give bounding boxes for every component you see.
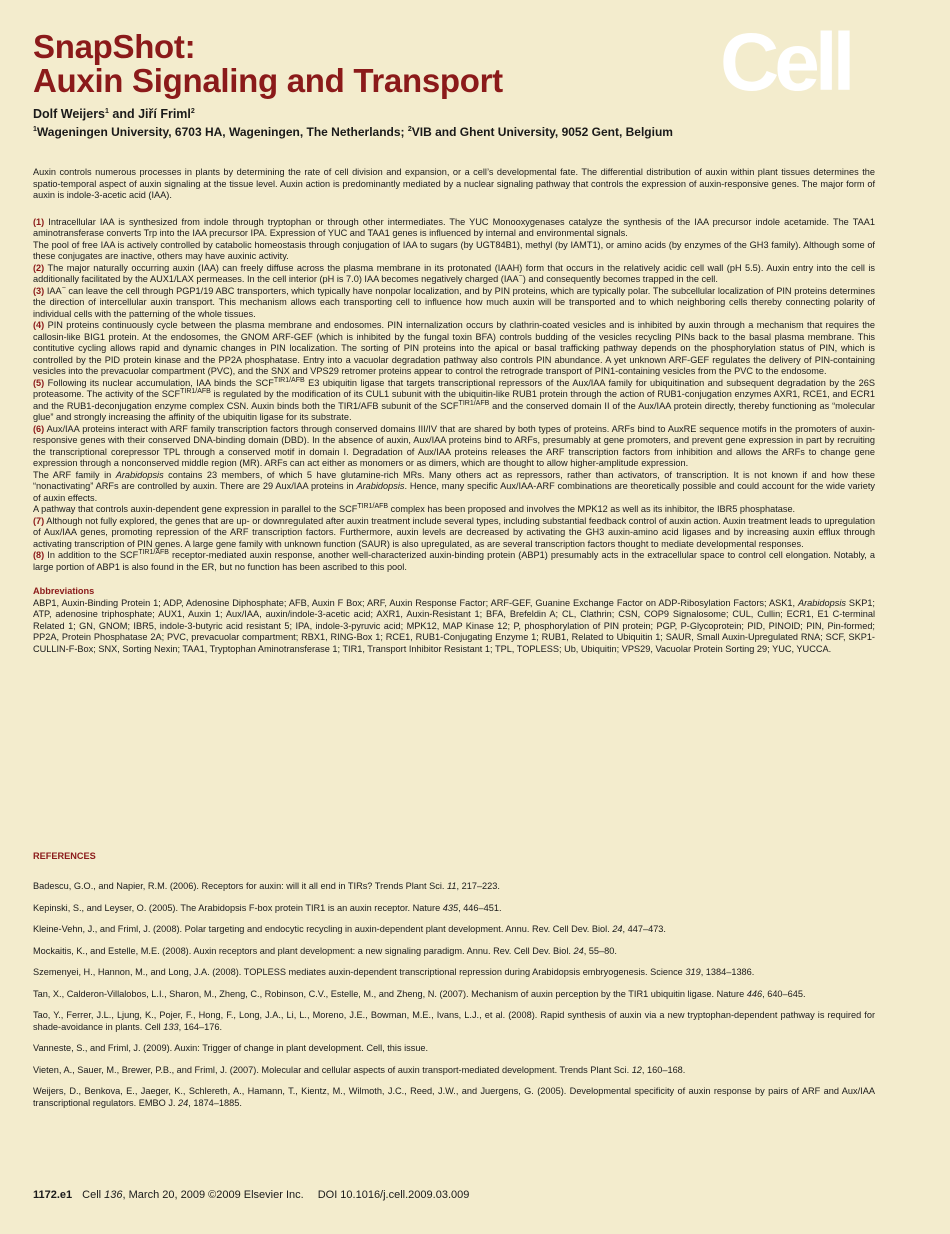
section-6-parallel-pathway [33,504,875,516]
reference-volume: 24 [178,1097,189,1108]
abbreviations-text [33,598,875,656]
section-6-number: (6) [33,423,45,434]
section-2 [33,263,875,286]
section-6-p3-b: complex has been proposed and involves the MPK12 as well as its inhibitor, the IBR5 phosphatase. [388,504,796,514]
reference-text: Badescu, G.O., and Napier, R.M. (2006). Receptors for auxin: will it all end in TIRs? Trends Plant Sci. [33,881,447,891]
section-6-p2-b: contains 23 members, of which 5 have glutamine-rich MRs. Many others act as repressors, rather than activators, of transcription. It is not known if and how these “nonactivating” ARFs are controlled by auxin. There are 29 Aux/IAA proteins in [33,469,875,491]
section-6-p3-a: A pathway that controls auxin-dependent gene expression in parallel to the SCF [33,504,358,514]
footer-volume: 136 [104,1189,123,1201]
reference-item [33,924,875,936]
section-6-text: Aux/IAA proteins interact with ARF family transcription factors through conserved domains III/IV that are shared by both types of proteins. ARFs bind to AuxRE sequence motifs in the promoters of auxin-responsive genes with their conserved DNA-binding domain (DBD). In the absence of auxin, Aux/IAA proteins bind to ARFs, presumably at gene promoters, and prevent gene expression in part by recruiting the transcriptional corepressor TPL through a conserved motif in domain I. Degradation of Aux/IAA proteins releases the ARF transcription factors from inhibition and allows the ARFs to change gene expression through a nonconserved middle region (MR). ARFs can act either as monomers or as dimers, which are thought to allow higher-amplitude expression. [33,423,875,468]
section-3 [33,286,875,321]
reference-text: Kleine-Vehn, J., and Friml, J. (2008). Polar targeting and endocytic recycling in auxin-dependent plant development. Annu. Rev. Cell Dev. Biol. [33,924,613,934]
footer-date: , March 20, 2009 ©2009 Elsevier Inc. [122,1189,304,1201]
section-5-text-c: is regulated by the modification of its CUL1 subunit with the ubiquitin-like RUB1 protein through the action of RUB1-conjugation enzymes AXR1, RCE1, and ECR1 and the RUB1-deconjugation enzyme complex CSN. Auxin binds both the TIR1/AFB subunit of the SCF [33,389,875,411]
author-2: Jiří Friml [138,107,191,121]
reference-pages: , 164–176. [178,1021,223,1032]
affil-2: VIB and Ghent University, 9052 Gent, Belgium [411,125,673,139]
reference-item [33,967,875,979]
section-6-p2-species-1: Arabidopsis [115,469,164,480]
reference-volume: 24 [573,945,584,956]
author-and: and [108,107,139,121]
section-8-number: (8) [33,550,45,560]
reference-volume: 319 [685,967,701,977]
section-8-text-b: receptor-mediated auxin response, another well-characterized auxin-binding protein (ABP1) presumably acts in the extracellular space to control cell elongation. Notably, a large portion of ABP1 is also found in the ER, but no function has been ascribed to this pool. [33,550,875,572]
section-6-p3-sup: TIR1/AFB [357,502,389,510]
reference-item [33,881,875,893]
author-1: Dolf Weijers [33,107,106,121]
section-7-number: (7) [33,515,45,526]
section-5-text-d: and the conserved domain II of the Aux/IAA protein directly, thereby functioning as “molecular glue” and strongly increasing the affinity of the ubiquitin ligase for its substrate. [33,400,875,422]
reference-pages: , 1874–1885. [188,1097,242,1108]
section-5-sup-1: TIR1/AFB [273,376,305,384]
section-7-text: Although not fully explored, the genes that are up- or downregulated after auxin treatment include several types, including substantial feedback control of auxin action. Auxin treatment leads to upregulation of Aux/IAA genes, promoting repression of the ARF transcription factors. Furthermore, auxin levels are decreased by activating the GH3 auxin-amino acid ligases and by increasing auxin efflux through activating transcription of PIN genes. A large gene family with unknown function (SAUR) is also upregulated, as are several transcription factors thought to mediate developmental responses. [33,515,875,549]
section-5-text-a: Following its nuclear accumulation, IAA binds the SCF [44,377,274,388]
references-list [33,881,875,1119]
reference-item [33,989,875,1001]
section-2-text-a: The major naturally occurring auxin (IAA) can freely diffuse across the plasma membrane in its protonated (IAAH) form that occurs in the relatively acidic cell wall (pH 5.5). Auxin entry into the cell is additionally facilitated by the AUX1/LAX permeases. In the cell interior (pH is 7.0) IAA becomes negatively charged (IAA [33,262,875,284]
section-7 [33,516,875,551]
body-text [33,167,875,655]
title-line-2: Auxin Signaling and Transport [33,62,503,99]
section-2-sup: − [518,272,523,280]
affiliations [33,124,673,140]
reference-item [33,1065,875,1077]
abbreviations-species: Arabidopsis [797,597,846,608]
cell-logo: Cell [720,17,851,108]
footer-doi: DOI 10.1016/j.cell.2009.03.009 [317,1189,470,1201]
affil-2-sup: 2 [407,126,412,133]
reference-item [33,1010,875,1033]
section-8-text-a: In addition to the SCF [44,550,139,560]
reference-volume: 12 [631,1064,642,1075]
reference-pages: , 640–645. [762,988,806,999]
reference-volume: 133 [163,1021,179,1032]
reference-text: Vieten, A., Sauer, M., Brewer, P.B., and Friml, J. (2007). Molecular and cellular aspects of auxin transport-mediated development. Trends Plant Sci. [33,1064,632,1075]
reference-item [33,1043,875,1055]
reference-text: Weijers, D., Benkova, E., Jaeger, K., Schlereth, A., Hamann, T., Kientz, M., Wilmoth, J.C., Reed, J.W., and Juergens, G. (2005). Developmental specificity of auxin response by pairs of ARF and Aux/IAA transcriptional regulators. EMBO J. [33,1086,875,1108]
section-3-text-b: can leave the cell through PGP1/19 ABC transporters, which typically have nonpolar localization, and by PIN proteins, which are typically polar. The subcellular localization of PIN proteins determines the direction of intercellular auxin transport. This mechanism allows each transporting cell to influence how much auxin will be transported and to which neighboring cells thereby connecting polarity of individual cells with the patterning of the whole tissues. [33,285,875,319]
section-3-number: (3) [33,285,45,296]
section-4-text: PIN proteins continuously cycle between the plasma membrane and endosomes. PIN internalization occurs by clathrin-coated vesicles and is inhibited by auxin through a mechanism that requires the callosin-like BIG1 protein. At the endosomes, the GNOM ARF-GEF (which is inhibited by the fungal toxin BFA) controls budding of the vesicles recycling PINs back to the basal plasma membrane. This contitutive cycling allows rapid and dynamic changes in PIN localization. The sorting of PIN proteins into the apical or basal trafficking pathway depends on the phosphorylation status of PIN, which is controlled by the PID protein kinase and the PP2A phosphatase. Entry into a vacuolar degradation pathway also controls PIN abundance. A yet unknown ARF-GEF regulates the delivery of PIN-containing vesicles into the prevacuolar compartment (PVC), and the SNX and VPS29 retromer proteins appear to control the retrograde transport of PIN1-containing vesicles from the PVC to the endosome. [33,320,875,376]
section-6-p2-species-2: Arabidopsis [356,481,405,491]
author-1-sup: 1 [105,107,109,115]
reference-volume: 24 [612,924,623,934]
intro-paragraph: Auxin controls numerous processes in plants by determining the rate of cell division and expansion, or a cell’s developmental fate. The differential distribution of auxin within plant tissues determines the spatio-temporal aspect of auxin signaling at the tissue level. Auxin action is predominantly mediated by a nuclear signaling pathway that controls the expression of auxin-responsive genes. The major form of auxin is indole-3-acetic acid (IAA). [33,167,875,200]
section-6-arf-family [33,470,875,505]
references-heading: REFERENCES [33,851,96,861]
section-4-number: (4) [33,320,45,330]
affil-1-sup: 1 [33,126,37,133]
section-3-text-a: IAA [44,285,62,296]
reference-text: Tan, X., Calderon-Villalobos, L.I., Sharon, M., Zheng, C., Robinson, C.V., Estelle, M., and Zheng, N. (2007). Mechanism of auxin perception by the TIR1 ubiquitin ligase. Nature [33,988,747,999]
section-2-text-b: ) and consequently becomes trapped in the cell. [522,274,718,284]
reference-pages: , 1384–1386. [700,967,755,977]
reference-pages: , 217–223. [456,881,500,891]
page-title [33,30,503,98]
reference-pages: , 160–168. [641,1064,686,1075]
reference-text: Vanneste, S., and Friml, J. (2009). Auxin: Trigger of change in plant development. Cell, this issue. [33,1043,429,1053]
section-2-number: (2) [33,262,45,273]
page-number: 1172.e1 [33,1189,73,1201]
reference-text: Kepinski, S., and Leyser, O. (2005). The Arabidopsis F-box protein TIR1 is an auxin receptor. Nature [33,902,443,913]
section-4 [33,320,875,378]
section-3-sup: − [61,284,66,292]
reference-item [33,903,875,915]
reference-pages: , 447–473. [622,924,666,934]
page-footer [33,1189,469,1201]
section-8-sup: TIR1/AFB [138,548,169,556]
section-6-p2-a: The ARF family in [33,469,116,480]
abbreviations-heading: Abbreviations [33,586,95,596]
section-6 [33,424,875,470]
section-5-text-b: E3 ubiquitin ligase that targets transcriptional repressors of the Aux/IAA family for ubiquitination and subsequent degradation by the 26S proteasome. The activity of the SCF [33,377,875,399]
reference-volume: 435 [442,902,459,913]
reference-text: Tao, Y., Ferrer, J.L., Ljung, K., Pojer, F., Hong, F., Long, J.A., Li, L., Moreno, J.E., Bowman, M.E., Ivans, L.J., et al. (2008). Rapid synthesis of auxin via a new tryptophan-dependent pathway is required for shade-avoidance in plants. Cell [33,1010,875,1032]
abbreviations-text-b: SKP1; ATP, adenosine triphosphate; AUX1, Auxin 1; Aux/IAA, auxin/indole-3-acetic acid; AXR1, Auxin-Resistant 1; BFA, Brefeldin A; CL, Clathrin; CSN, COP9 Signalosome; CUL, Cullin; ECR1, E1 C-terminal Related 1; GN, GNOM; IBR5, indole-3-butyric acid resistant 5; IPA, indole-3-pyruvic acid; MPK12, MAP Kinase 12; P, phosphorylation of PIN protein; PGP, P-Glycoprotein; PID, PINOID; PIN, Pin-formed; PP2A, Protein Phosphatase 2A; PVC, prevacuolar compartment; RBX1, RING-Box 1; RCE1, RUB1-Conjugating Enzyme 1; RUB1, Related to Ubiquitin 1; SAUR, Small Auxin-Upregulated RNA; SCF, SKP1-CULLIN-F-Box; SNX, Sorting Nexin; TAA1, Tryptophan Aminotransferase 1; TIR1, Transport Inhibitor Resistant 1; TPL, TOPLESS; Ub, Ubiquitin; VPS29, Vacuolar Protein Sorting 29; YUC, YUCCA. [33,597,875,654]
reference-item [33,1086,875,1109]
reference-volume: 11 [446,881,457,891]
reference-pages: , 446–451. [458,902,502,913]
section-1 [33,217,875,240]
section-6-p2-c: . Hence, many specific Aux/IAA-ARF combinations are theoretically possible and could account for the wide variety of auxin effects. [33,481,875,503]
section-5-sup-2: TIR1/AFB [180,387,211,395]
section-5 [33,378,875,424]
footer-journal: Cell [82,1189,105,1201]
section-1-number: (1) [33,216,45,227]
author-2-sup: 2 [190,107,195,115]
section-5-sup-3: TIR1/AFB [458,399,490,407]
authors [33,106,195,122]
reference-text: Mockaitis, K., and Estelle, M.E. (2008). Auxin receptors and plant development: a new signaling paradigm. Annu. Rev. Cell Dev. Biol. [33,945,574,956]
reference-item [33,946,875,958]
affil-1: Wageningen University, 6703 HA, Wageningen, The Netherlands; [36,125,408,139]
abbreviations-text-a: ABP1, Auxin-Binding Protein 1; ADP, Adenosine Diphosphate; AFB, Auxin F Box; ARF, Auxin Response Factor; ARF-GEF, Guanine Exchange Factor on ADP-Ribosylation Factors; ASK1, [33,597,798,608]
section-8 [33,550,875,573]
section-5-number: (5) [33,377,45,388]
reference-text: Szemenyei, H., Hannon, M., and Long, J.A. (2008). TOPLESS mediates auxin-dependent transcriptional repression during Arabidopsis embryogenesis. Science [33,967,686,977]
reference-volume: 446 [746,988,763,999]
reference-pages: , 55–80. [583,945,617,956]
title-line-1: SnapShot: [33,28,196,65]
section-1-continued: The pool of free IAA is actively controlled by catabolic homeostasis through conjugation of IAA to sugars (by UGT84B1), methyl (by IAMT1), or amino acids (by enzymes of the GH3 family). Although some of these conjugates are inactive, others may have auxinic activity. [33,239,875,261]
section-1-text: Intracellular IAA is synthesized from indole through tryptophan or through other intermediates. The YUC Monooxygenases catalyze the synthesis of the IAA precursor indole acetamide. The TAA1 aminotransferase converts Trp into the IAA precursor IPA. Expression of YUC and TAA1 genes is influenced by internal and environmental signals. [33,216,875,238]
